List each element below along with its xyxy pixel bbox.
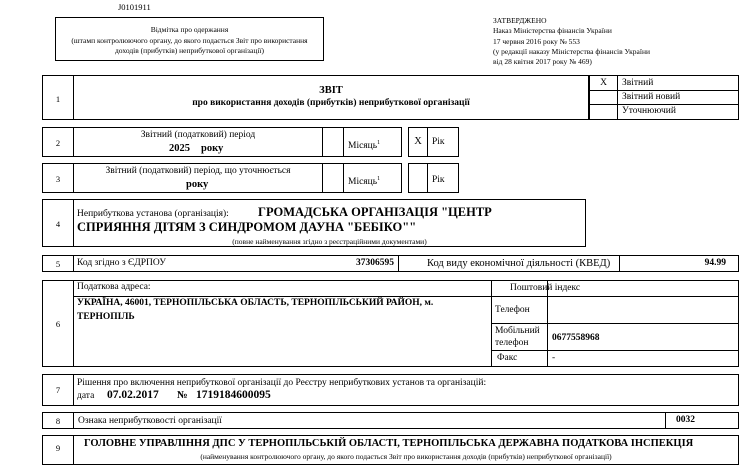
- address-cell: [73, 280, 492, 367]
- report-type-options: [589, 75, 739, 120]
- tax-authority-note: (найменування контролюючого органу, до якого подається Звіт про використання доходів (прибутків) неприбуткової організації): [200, 452, 612, 461]
- corrected-month-label: Місяць: [348, 177, 378, 188]
- row-4-number: 4: [55, 219, 61, 229]
- registry-decision-cell: [73, 374, 739, 406]
- row-9-number: 9: [55, 443, 61, 453]
- row-5-number-cell: [42, 255, 74, 272]
- approval-line-5: від 28 квітня 2017 року № 469): [493, 57, 592, 66]
- corrected-month-footnote: 1: [377, 176, 381, 182]
- nonprofit-sign-value-cell: [665, 412, 739, 429]
- report-type-label-3: Уточнюючий: [622, 106, 676, 116]
- row-8-number: 8: [55, 416, 61, 426]
- row-6-number-cell: [42, 280, 74, 367]
- period-year-suffix: року: [201, 143, 224, 154]
- approval-line-1: ЗАТВЕРДЖЕНО: [493, 16, 547, 25]
- mobile-phone-value[interactable]: 0677558968: [552, 333, 600, 343]
- stamp-line-3: доходів (прибутків) неприбуткової організації): [114, 46, 265, 55]
- row-1-number-cell: [42, 75, 74, 120]
- report-type-mark-1[interactable]: X: [600, 78, 607, 88]
- row-6-number: 6: [55, 319, 61, 329]
- corrected-month-label-wrap: [348, 176, 380, 188]
- organization-label: Неприбуткова установа (організація):: [77, 209, 229, 219]
- receipt-stamp-box: [55, 17, 324, 61]
- corrected-year-label-cell: [427, 163, 459, 193]
- organization-name-line-2[interactable]: СПРИЯННЯ ДІТЯМ З СИНДРОМОМ ДАУНА "БЕБІКО"": [77, 220, 417, 234]
- edrpou-cell: [73, 255, 399, 272]
- nonprofit-sign-value[interactable]: 0032: [676, 415, 695, 425]
- kved-label-cell: [398, 255, 620, 272]
- address-line-2[interactable]: ТЕРНОПІЛЬ: [77, 312, 135, 322]
- report-type-label-2: Звітний новий: [622, 92, 681, 102]
- address-label: Податкова адреса:: [77, 282, 151, 292]
- kved-label: Код виду економічної діяльності (КВЕД): [427, 258, 611, 269]
- year-mark: X: [414, 136, 422, 147]
- month-footnote: 1: [377, 140, 381, 146]
- approval-line-2: Наказ Міністерства фінансів України: [493, 26, 612, 35]
- registry-decision-label: Рішення про включення неприбуткової організації до Реєстру неприбуткових установ та організацій:: [77, 378, 487, 388]
- approval-line-4: (у редакції наказу Міністерства фінансів України: [493, 47, 650, 56]
- fax-value[interactable]: -: [552, 353, 556, 363]
- kved-value-cell: [619, 255, 739, 272]
- row-8-number-cell: [42, 412, 74, 429]
- row-4-number-cell: [42, 199, 74, 247]
- organization-name-line-1[interactable]: ГРОМАДСЬКА ОРГАНІЗАЦІЯ "ЦЕНТР: [258, 205, 492, 219]
- decision-date[interactable]: 07.02.2017: [107, 389, 159, 401]
- approval-line-3: 17 червня 2016 року № 553: [493, 37, 580, 46]
- decision-date-label: дата: [77, 391, 95, 401]
- organization-cell: [73, 199, 586, 247]
- decision-number-label: №: [177, 390, 188, 401]
- mobile-label-2: телефон: [495, 338, 529, 348]
- kved-value[interactable]: 94.99: [704, 258, 726, 268]
- row-9-number-cell: [42, 435, 74, 465]
- row-7-number-cell: [42, 374, 74, 406]
- form-code: J0101911: [118, 2, 151, 12]
- corrected-period-label: Звітний (податковий) період, що уточнюється: [105, 166, 291, 176]
- report-type-label-1: Звітний: [622, 78, 654, 88]
- address-line-1[interactable]: УКРАЇНА, 46001, ТЕРНОПІЛЬСЬКА ОБЛАСТЬ, ТЕРНОПІЛЬСЬКИЙ РАЙОН, м.: [77, 298, 434, 308]
- row-3-number: 3: [55, 174, 61, 184]
- edrpou-label: Код згідно з ЄДРПОУ: [77, 258, 166, 268]
- year-label-cell: [427, 127, 459, 157]
- period-label: Звітний (податковий) період: [140, 130, 256, 140]
- report-subtitle: про використання доходів (прибутків) неприбуткової організації: [192, 98, 470, 108]
- row-1-number: 1: [55, 94, 61, 104]
- row-3-number-cell: [42, 163, 74, 193]
- fax-label: Факс: [497, 353, 518, 363]
- month-label-wrap: [348, 140, 380, 152]
- nonprofit-sign-label-cell: [73, 412, 666, 429]
- mobile-label-1: Мобільний: [495, 326, 540, 336]
- month-label: Місяць: [348, 141, 378, 152]
- postal-code-label: Поштовий індекс: [510, 283, 581, 293]
- stamp-line-2: (штамп контролюючого органу, до якого подається Звіт про використання: [71, 36, 308, 45]
- period-year[interactable]: 2025: [169, 143, 190, 154]
- period-label-cell: [73, 127, 323, 157]
- row-5-number: 5: [55, 259, 61, 269]
- tax-authority-cell: [73, 435, 739, 465]
- month-label-cell: [343, 127, 402, 157]
- corrected-year-checkbox[interactable]: [408, 163, 428, 193]
- nonprofit-sign-label: Ознака неприбутковості організації: [78, 416, 222, 426]
- row-2-number-cell: [42, 127, 74, 157]
- decision-number[interactable]: 1719184600095: [196, 389, 271, 401]
- tax-authority-name[interactable]: ГОЛОВНЕ УПРАВЛІННЯ ДПС У ТЕРНОПІЛЬСЬКІЙ ОБЛАСТІ, ТЕРНОПІЛЬСЬКА ДЕРЖАВНА ПОДАТКОВА ІНСПЕКЦІЯ: [84, 438, 694, 449]
- corrected-month-label-cell: [343, 163, 402, 193]
- year-checkbox[interactable]: [408, 127, 428, 157]
- corrected-year-label: Рік: [432, 175, 445, 185]
- report-title: ЗВІТ: [319, 85, 343, 96]
- year-label: Рік: [432, 137, 445, 147]
- phone-label: Телефон: [495, 305, 530, 315]
- row-2-number: 2: [55, 138, 61, 148]
- report-title-cell: [73, 75, 589, 120]
- corrected-month-cell[interactable]: [322, 163, 344, 193]
- corrected-year-suffix: року: [186, 179, 209, 190]
- row-7-number: 7: [55, 385, 61, 395]
- organization-note: (повне найменування згідно з реєстраційними документами): [232, 237, 427, 246]
- month-cell-1[interactable]: [322, 127, 344, 157]
- stamp-line-1: Відмітка про одержання: [150, 25, 229, 34]
- corrected-period-label-cell: [73, 163, 323, 193]
- edrpou-value[interactable]: 37306595: [356, 258, 394, 268]
